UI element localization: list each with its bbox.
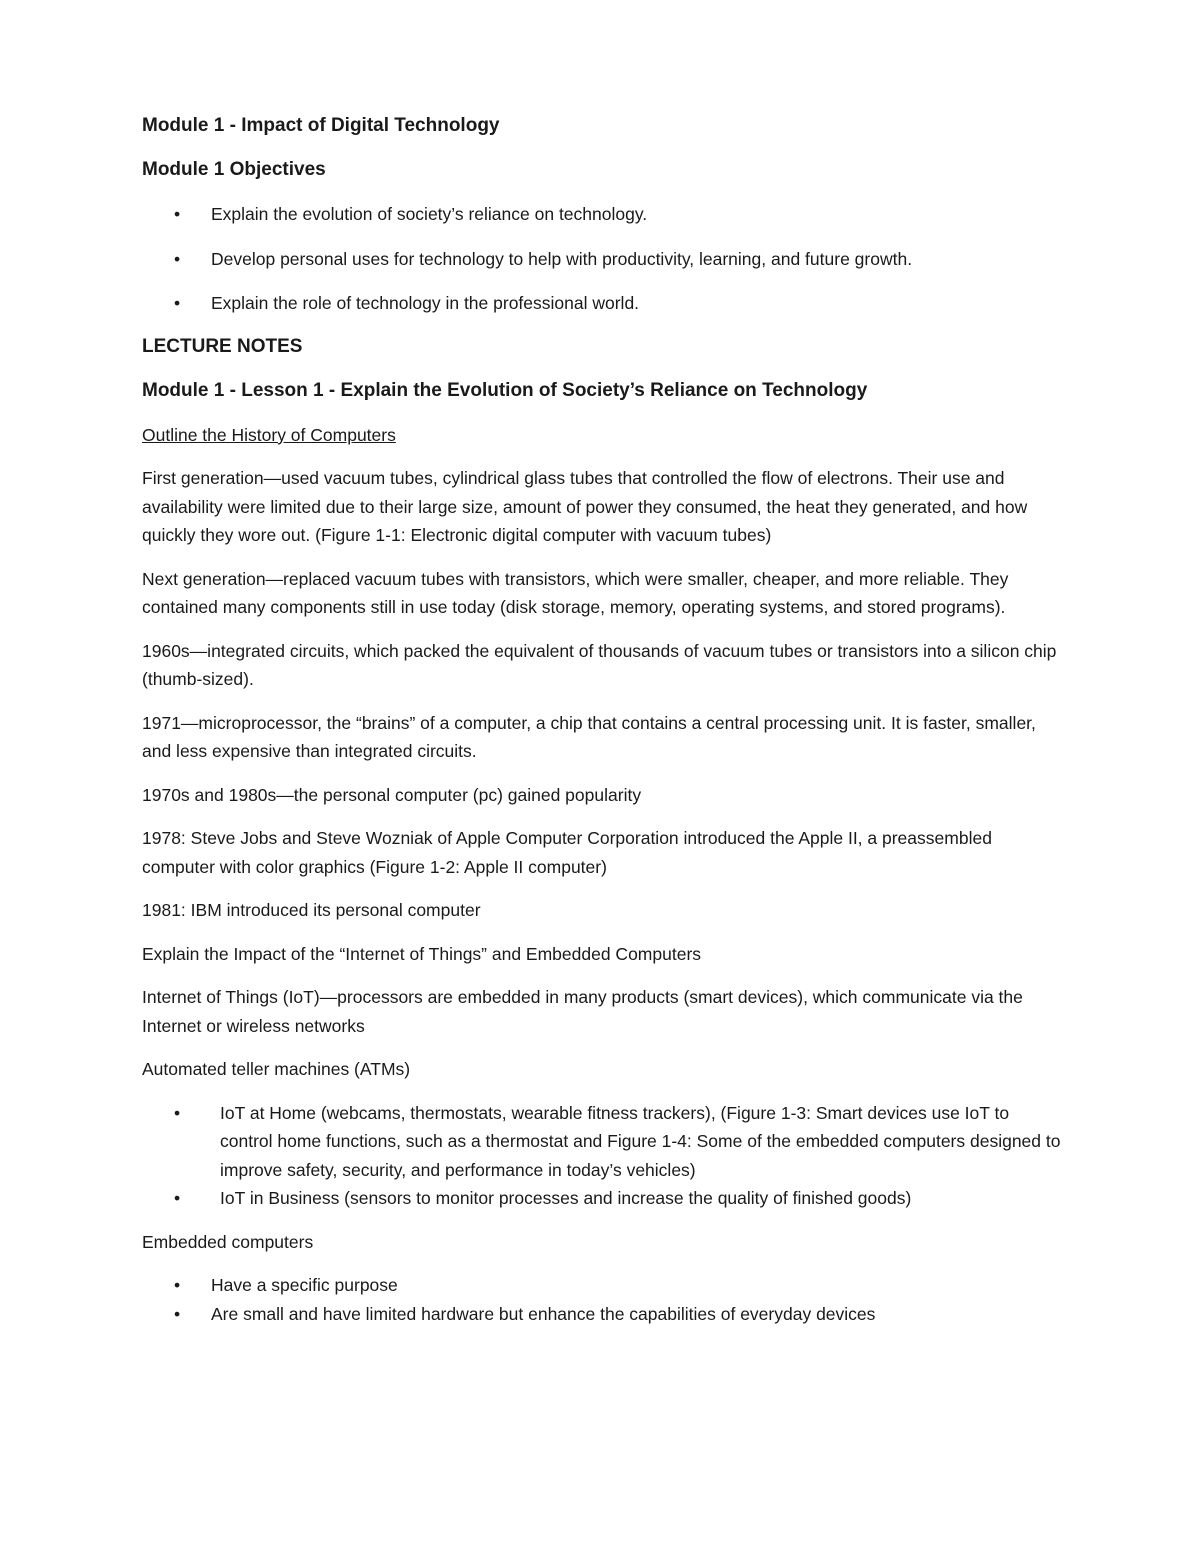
embedded-list	[142, 1271, 1062, 1328]
iot-definition: Internet of Things (IoT)—processors are embedded in many products (smart devices), which communicate via the Internet or wireless networks	[142, 987, 1023, 1036]
bullet-icon: •	[174, 1102, 181, 1123]
paragraph-next-generation: Next generation—replaced vacuum tubes with transistors, which were smaller, cheaper, and more reliable. They contained many components still in use today (disk storage, memory, operating systems, and stored programs).	[142, 568, 1009, 617]
bullet-icon: •	[174, 248, 181, 269]
lecture-notes-heading: LECTURE NOTES	[142, 335, 303, 357]
list-item: • Explain the role of technology in the professional world.	[142, 289, 1062, 318]
objectives-list	[142, 200, 1062, 318]
paragraph-1960s: 1960s—integrated circuits, which packed the equivalent of thousands of vacuum tubes or transistors into a silicon chip (thumb-sized).	[142, 640, 1057, 689]
bullet-icon: •	[174, 204, 181, 224]
paragraph-1978: 1978: Steve Jobs and Steve Wozniak of Apple Computer Corporation introduced the Apple II, a preassembled computer with color graphics (Figure 1-2: Apple II computer)	[142, 828, 992, 877]
iot-list	[142, 1099, 1062, 1213]
bullet-icon: •	[174, 293, 181, 313]
bullet-icon: •	[174, 1303, 181, 1324]
list-item: • Have a specific purpose	[142, 1271, 1062, 1300]
objectives-heading: Module 1 Objectives	[142, 159, 326, 180]
paragraph-1971: 1971—microprocessor, the “brains” of a computer, a chip that contains a central processing unit. It is faster, smaller, and less expensive than integrated circuits.	[142, 712, 1036, 761]
list-item: • IoT in Business (sensors to monitor processes and increase the quality of finished goods)	[142, 1184, 1062, 1213]
outline-heading: Outline the History of Computers	[142, 424, 396, 445]
list-item: • Develop personal uses for technology to help with productivity, learning, and future growth.	[142, 245, 1062, 274]
list-item: • Are small and have limited hardware but enhance the capabilities of everyday devices	[142, 1300, 1062, 1329]
paragraph-1970s-1980s: 1970s and 1980s—the personal computer (pc) gained popularity	[142, 784, 642, 805]
paragraph-first-generation: First generation—used vacuum tubes, cylindrical glass tubes that controlled the flow of electrons. Their use and availability were limited due to their large size, amount of power they consumed, the heat they generated, and how quickly they wore out. (Figure 1-1: Electronic digital computer with vacuum tubes)	[142, 468, 1028, 545]
document-title: Module 1 - Impact of Digital Technology	[142, 115, 500, 136]
list-item: • Explain the evolution of society’s reliance on technology.	[142, 200, 1062, 229]
document-body	[142, 112, 1062, 1343]
bullet-icon: •	[174, 1188, 181, 1208]
lesson-1-heading: Module 1 - Lesson 1 - Explain the Evolution of Society’s Reliance on Technology	[142, 379, 868, 401]
atm-line: Automated teller machines (ATMs)	[142, 1059, 411, 1079]
list-item: • IoT at Home (webcams, thermostats, wearable fitness trackers), (Figure 1-3: Smart devices use IoT to control home functions, such as a thermostat and Figure 1-4: Some of the embedded computers designed to improve safety, security, and performance in today’s vehicles)	[142, 1099, 1062, 1185]
embedded-heading: Embedded computers	[142, 1231, 314, 1252]
bullet-icon: •	[174, 1275, 181, 1295]
paragraph-1981: 1981: IBM introduced its personal computer	[142, 900, 481, 920]
iot-heading: Explain the Impact of the “Internet of Things” and Embedded Computers	[142, 943, 702, 964]
